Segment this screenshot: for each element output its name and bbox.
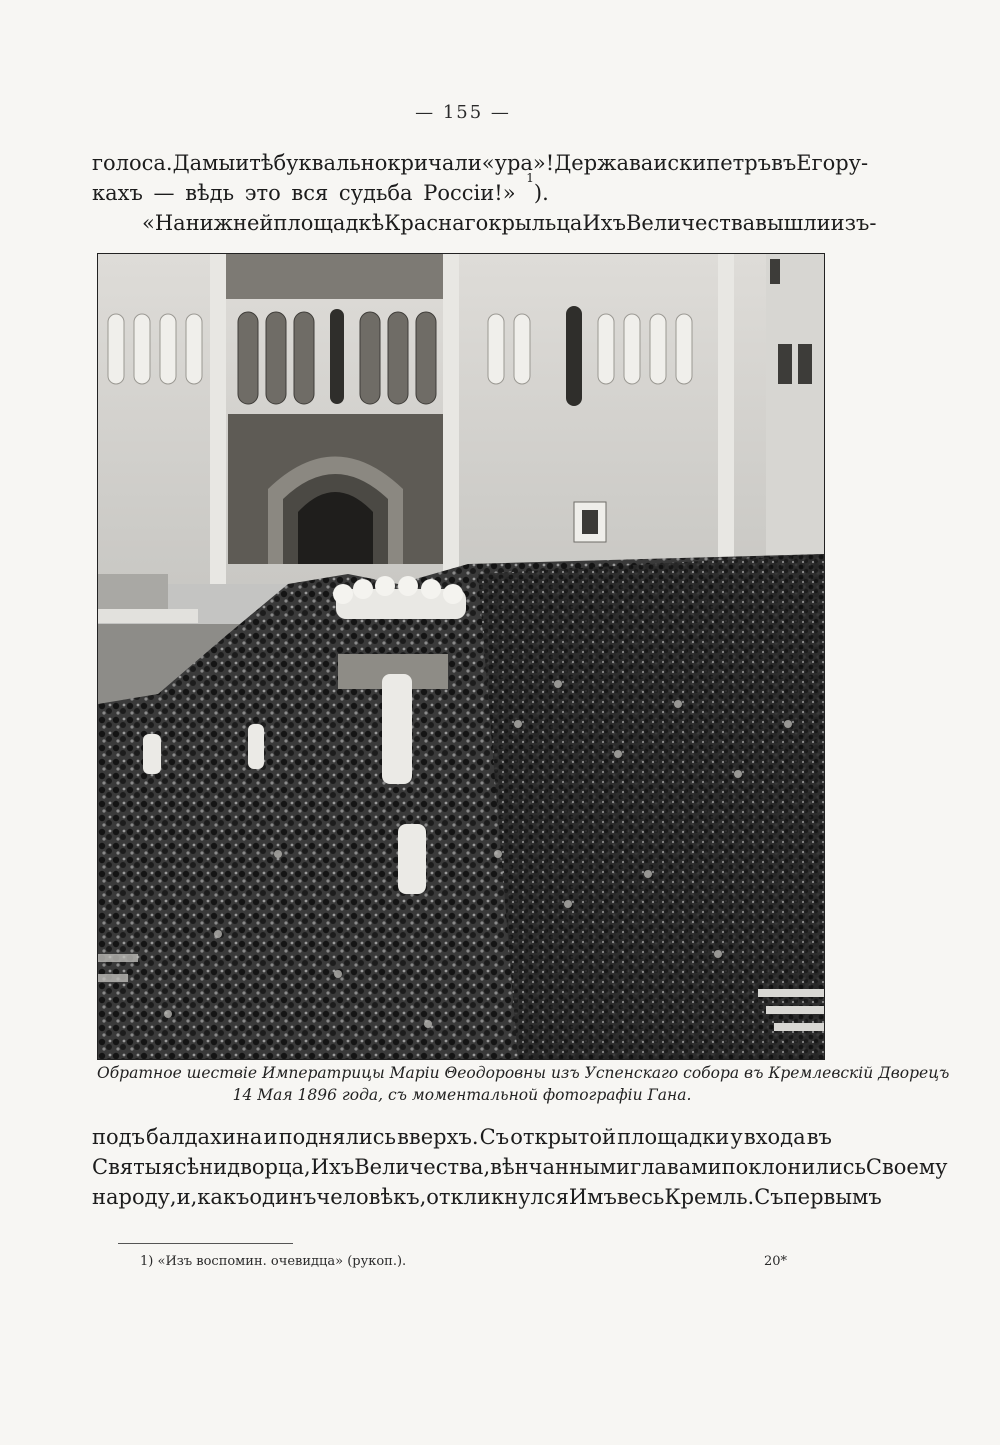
word: крыльца	[488, 211, 583, 235]
word: первымъ	[783, 1185, 882, 1209]
coronation-procession-photograph	[97, 253, 825, 1060]
footnote-mark: 1)	[140, 1254, 154, 1269]
word: Ихъ	[582, 211, 626, 235]
footnote-reference: 1	[526, 171, 534, 185]
word: Своему	[865, 1155, 948, 1179]
word: изъ-	[830, 211, 877, 235]
word: буквально	[273, 151, 388, 175]
word: Дамы	[172, 151, 236, 175]
word: сѣни	[174, 1155, 228, 1179]
word: весь	[616, 1185, 665, 1209]
word: площадкѣ	[273, 211, 385, 235]
top-line-2	[92, 171, 826, 208]
word: балдахина	[146, 1125, 263, 1149]
word: входа	[743, 1125, 806, 1149]
word: «ура»!	[481, 151, 555, 175]
word: народу,	[92, 1185, 177, 1209]
word: дворца,	[227, 1155, 311, 1179]
word: главами	[630, 1155, 722, 1179]
bottom-line-3	[92, 1182, 882, 1212]
word: тѣ	[249, 151, 274, 175]
photo-caption	[97, 1062, 950, 1106]
footnote-divider	[118, 1243, 293, 1244]
word: открытой	[510, 1125, 617, 1149]
top-line-2-tail: ).	[533, 181, 549, 205]
word: вверхъ.	[397, 1125, 479, 1149]
word: Величества,	[354, 1155, 491, 1179]
word: Съ	[754, 1185, 784, 1209]
caption-line-1: Обратное шествiе Императрицы Марiи Θеодоровны изъ Успенскаго собора въ Кремлевскiй Дворецъ	[97, 1064, 950, 1082]
word: площадки	[617, 1125, 730, 1149]
word: ру-	[835, 151, 869, 175]
printer-signature: 20*	[764, 1254, 788, 1269]
word: поклонились	[721, 1155, 866, 1179]
word: кричали	[387, 151, 482, 175]
word: вѣнчанными	[490, 1155, 631, 1179]
word: «На	[142, 211, 186, 235]
word: и	[653, 151, 668, 175]
word: скипетръ	[667, 151, 772, 175]
word: и,	[176, 1185, 198, 1209]
top-line-1	[92, 148, 869, 178]
footnote	[140, 1254, 406, 1269]
word: нижней	[185, 211, 274, 235]
word: Его	[796, 151, 836, 175]
photograph-icon	[98, 254, 824, 1059]
footnote-text: «Изъ воспомин. очевидца» (рукоп.).	[157, 1254, 407, 1269]
word: Святыя	[92, 1155, 175, 1179]
word: поднялись	[278, 1125, 396, 1149]
top-line-3	[92, 208, 877, 238]
word: Краснаго	[384, 211, 489, 235]
bottom-paragraph	[92, 1122, 948, 1212]
bottom-line-1	[92, 1122, 832, 1152]
word: Держава	[554, 151, 654, 175]
word: Величества	[625, 211, 756, 235]
word: Ихъ	[310, 1155, 355, 1179]
word: Съ	[479, 1125, 510, 1149]
word: у	[730, 1125, 743, 1149]
word: одинъ	[249, 1185, 317, 1209]
word: вышли	[755, 211, 831, 235]
word: голоса.	[92, 151, 173, 175]
word: и	[235, 151, 250, 175]
word: и	[263, 1125, 278, 1149]
top-paragraph	[92, 148, 877, 238]
word: Имъ	[568, 1185, 617, 1209]
word: какъ	[197, 1185, 250, 1209]
word: откликнулся	[426, 1185, 569, 1209]
word: человѣкъ,	[316, 1185, 427, 1209]
word: подъ	[92, 1125, 145, 1149]
caption-line-2: 14 Мая 1896 года, съ моментальной фотографiи Гана.	[232, 1086, 692, 1104]
page-number: — 155 —	[415, 102, 511, 123]
bottom-line-2	[92, 1152, 948, 1182]
word: въ	[771, 151, 797, 175]
top-line-2-text: кахъ — вѣдь это вся судьба Россiи!»	[92, 181, 516, 205]
word: въ	[806, 1125, 832, 1149]
word: Кремль.	[664, 1185, 755, 1209]
